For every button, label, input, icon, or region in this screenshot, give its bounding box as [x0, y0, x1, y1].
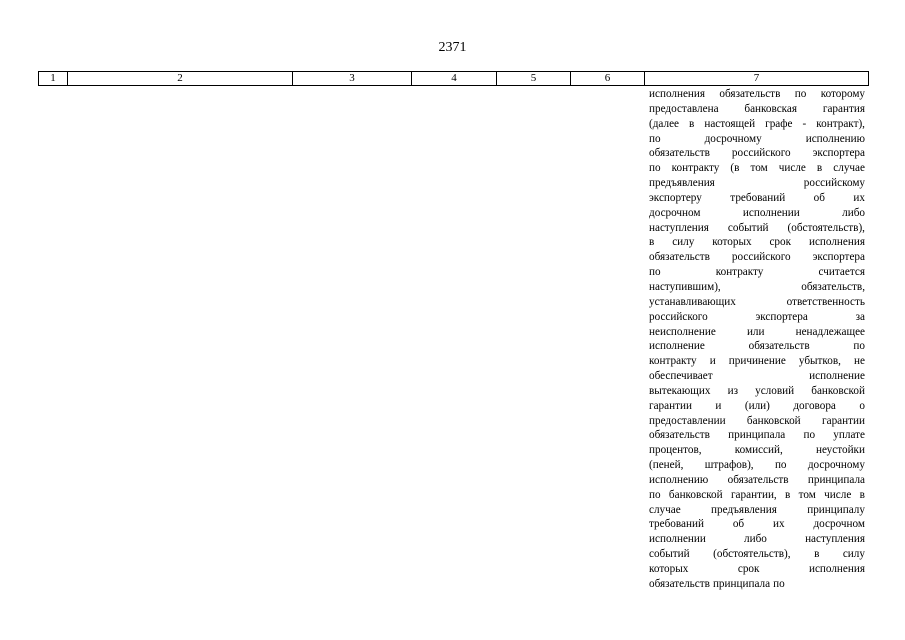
word: по — [649, 488, 661, 501]
word: гарантии — [649, 399, 692, 412]
word: (в — [730, 162, 740, 175]
text-line — [649, 577, 865, 592]
text-line — [649, 280, 865, 295]
word: обязательств — [649, 429, 710, 442]
word: банковской — [811, 384, 865, 397]
word: не — [854, 355, 865, 368]
word: предоставлена — [649, 102, 719, 115]
text-line — [649, 369, 865, 384]
text-line — [649, 517, 865, 532]
word: экспортеру — [649, 191, 702, 204]
word: по — [649, 162, 661, 175]
word: предоставлении — [649, 414, 726, 427]
word: обязательств — [649, 577, 710, 590]
word: (обстоятельств), — [787, 221, 865, 234]
word: гарантия — [822, 102, 865, 115]
word: либо — [842, 206, 865, 219]
word: считается — [818, 266, 865, 279]
word: их — [853, 191, 865, 204]
word: событий — [649, 548, 690, 561]
word: ответственность — [786, 295, 865, 308]
column-number-header — [38, 71, 869, 86]
word: срок — [769, 236, 792, 249]
word: об — [813, 191, 825, 204]
word: (далее — [649, 117, 679, 130]
text-line — [649, 532, 865, 547]
text-line — [649, 325, 865, 340]
word: исполнение — [809, 370, 865, 383]
word: и — [709, 355, 716, 368]
text-line — [649, 117, 865, 132]
word: в — [816, 162, 823, 175]
word: контракт), — [816, 117, 865, 130]
word: контракту — [671, 162, 720, 175]
word: гарантии — [822, 414, 865, 427]
word: настоящей — [704, 117, 756, 130]
word: (обстоятельств), — [713, 548, 791, 561]
word: предъявления — [711, 503, 777, 516]
column-number-cell: 1 — [39, 72, 68, 86]
word: или — [746, 325, 765, 338]
word: в — [785, 488, 791, 501]
word: принципала — [807, 473, 865, 486]
word: в — [814, 548, 820, 561]
text-line — [649, 562, 865, 577]
word: обеспечивает — [649, 370, 713, 383]
column-number-cell: 3 — [293, 72, 412, 86]
word: исполнении — [742, 206, 800, 219]
word: исполнения — [808, 563, 865, 575]
text-line — [649, 295, 865, 310]
word: (пеней, — [649, 459, 684, 472]
word: экспортера — [812, 147, 865, 160]
word: банковской — [668, 488, 723, 501]
word: в — [689, 117, 695, 130]
word: исполнения — [649, 88, 706, 100]
word: о — [859, 399, 865, 412]
word: об — [732, 518, 745, 531]
column-number-cell: 5 — [497, 72, 571, 86]
word: исполнению — [649, 473, 709, 486]
word: банковская — [744, 102, 798, 115]
text-line — [649, 87, 865, 102]
word: числе — [778, 162, 806, 175]
word: экспортера — [755, 310, 808, 323]
word: российскому — [803, 177, 865, 190]
word: контракту — [715, 266, 764, 279]
text-line — [649, 221, 865, 236]
word: их — [772, 518, 785, 531]
word: силу — [672, 236, 695, 249]
word: в — [649, 236, 655, 249]
word: российского — [731, 251, 791, 264]
word: российского — [649, 310, 708, 323]
word: предъявления — [649, 177, 715, 190]
word: силу — [842, 548, 865, 561]
word: обязательств — [649, 251, 710, 264]
text-line — [649, 191, 865, 206]
column-number-cell: 7 — [645, 72, 869, 86]
text-line — [649, 473, 865, 488]
word: которых — [712, 236, 752, 249]
text-line — [649, 414, 865, 429]
word: исполнение — [649, 340, 705, 353]
word: вытекающих — [649, 384, 711, 397]
word: наступившим), — [649, 280, 721, 293]
word: которому — [820, 88, 865, 100]
word: требований — [730, 191, 786, 204]
word: причинение — [728, 355, 786, 368]
text-line — [649, 176, 865, 191]
word: которых — [649, 563, 689, 575]
word: из — [727, 384, 738, 397]
word: по — [773, 577, 785, 590]
word: по — [803, 429, 816, 442]
word: за — [855, 310, 865, 323]
word: случае — [649, 503, 681, 516]
text-line — [649, 102, 865, 117]
text-line — [649, 250, 865, 265]
word: исполнению — [805, 132, 865, 145]
word: гарантии, — [730, 488, 777, 501]
text-line — [649, 443, 865, 458]
word: принципала — [712, 577, 771, 590]
word: принципала — [728, 429, 786, 442]
text-line — [649, 399, 865, 414]
text-line — [649, 235, 865, 250]
word: устанавливающих — [649, 295, 736, 308]
word: условий — [755, 384, 795, 397]
word: ненадлежащее — [795, 325, 865, 338]
text-line — [649, 161, 865, 176]
word: - — [802, 117, 807, 130]
column-number-cell: 4 — [412, 72, 497, 86]
text-line — [649, 132, 865, 147]
text-line — [649, 265, 865, 280]
column-number-cell: 6 — [571, 72, 645, 86]
word: по — [649, 266, 661, 279]
word: досрочном — [813, 518, 865, 531]
word: досрочном — [649, 206, 701, 219]
word: том — [750, 162, 768, 175]
word: убытков, — [798, 355, 841, 368]
word: событий — [727, 221, 769, 234]
word: и — [715, 399, 722, 412]
word: в — [859, 488, 865, 501]
column-number-cell: 2 — [68, 72, 293, 86]
word: неисполнение — [649, 325, 716, 338]
text-line — [649, 547, 865, 562]
word: либо — [744, 533, 767, 546]
word: случае — [833, 162, 865, 175]
word: наступления — [649, 221, 709, 234]
text-line — [649, 146, 865, 161]
word: российского — [731, 147, 791, 160]
text-line — [649, 384, 865, 399]
word: досрочному — [807, 459, 865, 472]
word: том — [798, 488, 816, 501]
word: по — [649, 132, 661, 145]
text-line — [649, 339, 865, 354]
word: контракту — [649, 355, 697, 368]
word: обязательств — [649, 147, 710, 160]
column-7-text — [649, 87, 865, 592]
text-line — [649, 503, 865, 518]
word: штрафов), — [704, 459, 754, 472]
text-line — [649, 458, 865, 473]
word: обязательств — [748, 340, 810, 353]
text-line — [649, 488, 865, 503]
word: исполнении — [649, 533, 706, 546]
word: требований — [649, 518, 704, 531]
text-line — [649, 428, 865, 443]
word: процентов, — [649, 444, 702, 457]
word: принципалу — [807, 503, 865, 516]
word: по — [774, 459, 787, 472]
word: обязательств — [719, 88, 781, 100]
word: договора — [793, 399, 836, 412]
word: банковской — [746, 414, 801, 427]
word: наступления — [805, 533, 865, 546]
word: числе — [824, 488, 852, 501]
word: по — [853, 340, 865, 353]
text-line — [649, 354, 865, 369]
word: (или) — [744, 399, 770, 412]
word: экспортера — [812, 251, 865, 264]
text-line — [649, 310, 865, 325]
word: досрочному — [704, 132, 762, 145]
word: исполнения — [808, 236, 865, 249]
word: срок — [737, 563, 760, 575]
word: по — [794, 88, 807, 100]
word: обязательств, — [801, 280, 865, 293]
word: комиссий, — [734, 444, 783, 457]
text-line — [649, 206, 865, 221]
word: уплате — [833, 429, 865, 442]
word: обязательств — [727, 473, 789, 486]
word: неустойки — [816, 444, 865, 457]
word: графе — [765, 117, 793, 130]
page-number: 2371 — [438, 40, 467, 55]
